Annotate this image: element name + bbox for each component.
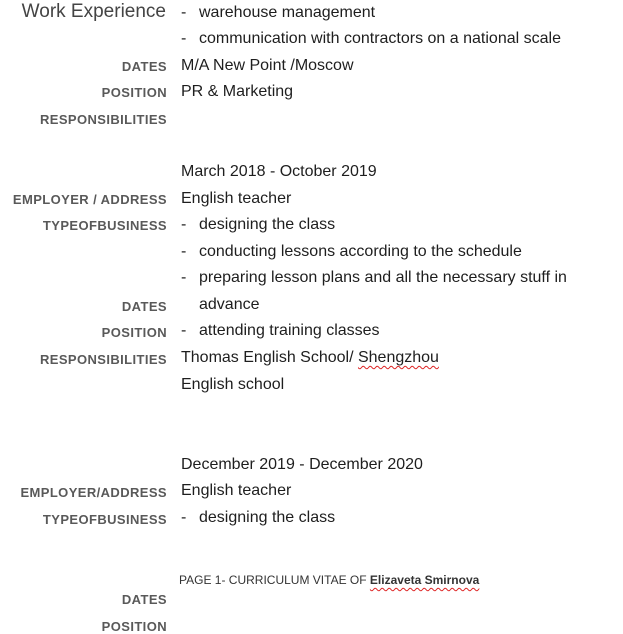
position-label: POSITION — [101, 325, 167, 340]
responsibilities-label: RESPONSIBILITIES — [39, 112, 167, 127]
period-value: December 2019 - December 2020 — [181, 456, 423, 473]
school-name: Thomas English School/ Shengzhou — [181, 349, 439, 366]
position-value: PR & Marketing — [181, 83, 294, 100]
dates-label: DATES — [121, 299, 167, 314]
dates-value: M/A New Point /Moscow — [181, 57, 354, 74]
employer-label: EMPLOYER/ADDRESS — [20, 485, 167, 500]
employer-value: English teacher — [181, 190, 292, 207]
bullet-item: - designing the class — [181, 509, 336, 526]
school-city: Shengzhou — [357, 349, 439, 366]
bullet-item: - attending training classes — [181, 322, 380, 339]
business-label: TYPEOFBUSINESS — [42, 218, 167, 233]
bullet-item: - preparing lesson plans and all the necessary stuff in — [181, 269, 567, 286]
author-name: Elizaveta Smirnova — [369, 573, 480, 587]
period-value: March 2018 - October 2019 — [181, 163, 377, 180]
responsibilities-label: RESPONSIBILITIES — [39, 352, 167, 367]
employer-label: EMPLOYER / ADDRESS — [12, 192, 167, 207]
bullet-item: - designing the class — [181, 216, 336, 233]
employer-value: English teacher — [181, 482, 292, 499]
bullet-item: - warehouse management — [181, 4, 376, 21]
school-type: English school — [181, 376, 285, 393]
bullet-continuation: advance — [199, 296, 260, 313]
position-label: POSITION — [101, 619, 167, 634]
work-experience-heading: Work Experience — [21, 1, 166, 22]
bullet-item: - communication with contractors on a national scale — [181, 30, 561, 47]
business-label: TYPEOFBUSINESS — [42, 512, 167, 527]
position-label: POSITION — [101, 85, 167, 100]
dates-label: DATES — [121, 59, 167, 74]
bullet-item: - conducting lessons according to the schedule — [181, 243, 522, 260]
dates-label: DATES — [121, 592, 167, 607]
page-footer: PAGE 1- CURRICULUM VITAE OF Elizaveta Smirnova — [179, 573, 480, 587]
